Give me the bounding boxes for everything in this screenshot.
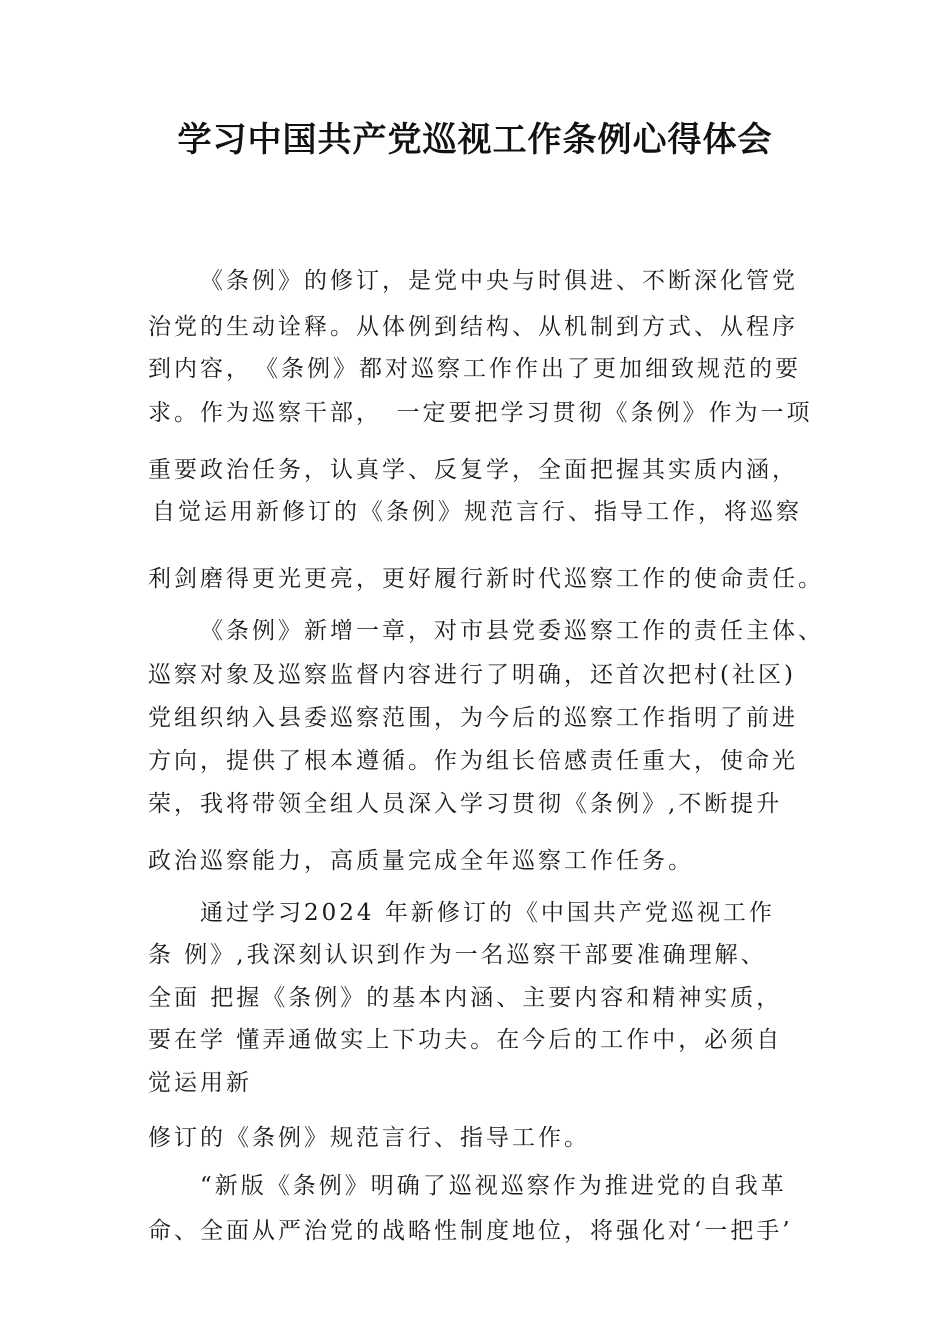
paragraph-1-line-4: 求。作为巡察干部， 一定要把学习贯彻《条例》作为一项 bbox=[148, 400, 813, 426]
paragraph-3-line-6: 修订的《条例》规范言行、指导工作。 bbox=[148, 1125, 590, 1151]
paragraph-2-line-5: 荣，我将带领全组人员深入学习贯彻《条例》,不断提升 bbox=[148, 791, 783, 817]
document-title: 学习中国共产党巡视工作条例心得体会 bbox=[177, 120, 773, 160]
paragraph-3-line-2: 条 例》,我深刻认识到作为一名巡察干部要准确理解、 bbox=[148, 942, 767, 968]
paragraph-2-line-2: 巡察对象及巡察监督内容进行了明确，还首次把村(社区) bbox=[148, 662, 796, 688]
paragraph-1-line-1: 《条例》的修订，是党中央与时俱进、不断深化管党 bbox=[200, 268, 798, 294]
paragraph-2-line-4: 方向，提供了根本遵循。作为组长倍感责任重大，使命光 bbox=[148, 748, 798, 774]
paragraph-3-line-4: 要在学 懂弄通做实上下功夫。在今后的工作中，必须自 bbox=[148, 1027, 783, 1053]
paragraph-2-line-6: 政治巡察能力，高质量完成全年巡察工作任务。 bbox=[148, 848, 694, 874]
paragraph-3-line-3: 全面 把握《条例》的基本内涵、主要内容和精神实质， bbox=[148, 985, 783, 1011]
paragraph-1-line-6: 自觉运用新修订的《条例》规范言行、指导工作，将巡察 bbox=[152, 499, 802, 525]
paragraph-1-line-2: 治党的生动诠释。从体例到结构、从机制到方式、从程序 bbox=[148, 314, 798, 340]
paragraph-1-line-3: 到内容， 《条例》都对巡察工作作出了更加细致规范的要 bbox=[148, 356, 801, 382]
paragraph-3-line-1: 通过学习2024 年新修订的《中国共产党巡视工作 bbox=[200, 900, 775, 926]
paragraph-2-line-3: 党组织纳入县委巡察范围，为今后的巡察工作指明了前进 bbox=[148, 705, 798, 731]
paragraph-3-line-5: 觉运用新 bbox=[148, 1070, 252, 1096]
paragraph-4-line-1: “新版《条例》明确了巡视巡察作为推进党的自我革 bbox=[200, 1173, 787, 1199]
paragraph-4-line-2: 命、全面从严治党的战略性制度地位，将强化对‘一把手’ bbox=[148, 1218, 793, 1244]
paragraph-2-line-1: 《条例》新增一章，对市县党委巡察工作的责任主体、 bbox=[200, 618, 824, 644]
paragraph-1-line-7: 利剑磨得更光更亮，更好履行新时代巡察工作的使命责任。 bbox=[148, 566, 824, 592]
paragraph-1-line-5: 重要政治任务，认真学、反复学，全面把握其实质内涵， bbox=[148, 457, 798, 483]
